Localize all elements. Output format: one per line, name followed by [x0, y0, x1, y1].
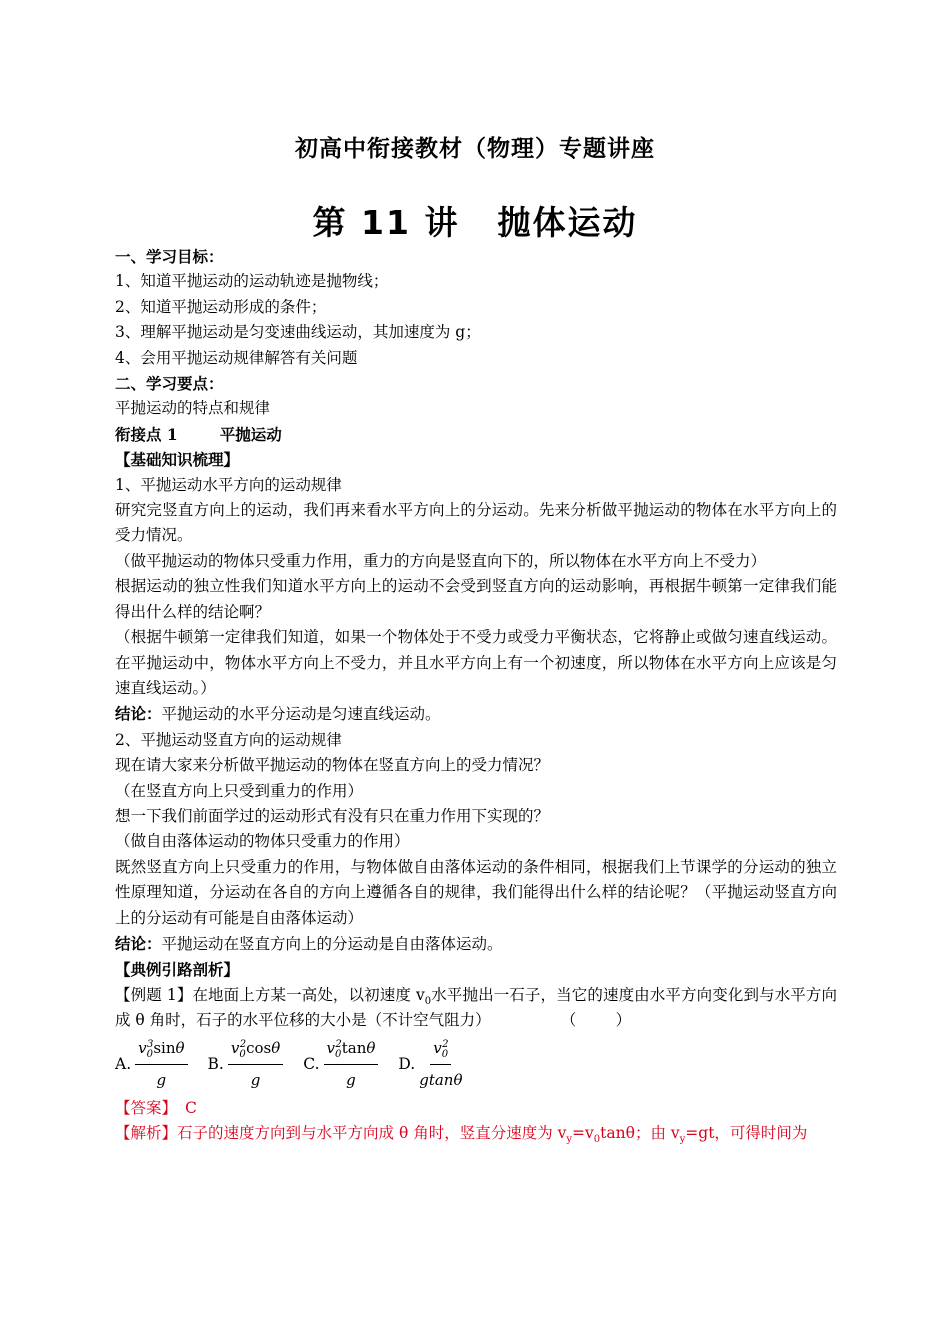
section-heading-goals: 一、学习目标：: [115, 247, 224, 266]
sub: 0: [441, 1049, 449, 1061]
analysis-text: =v: [572, 1124, 594, 1142]
conclusion-label: 结论：: [115, 933, 162, 953]
section-heading-keypoints: 二、学习要点：: [115, 374, 224, 394]
conclusion-text: 平抛运动的水平分运动是匀速直线运动。: [161, 705, 441, 724]
horizontal-paragraph: （做平抛运动的物体只受重力作用，重力的方向是竖直向下的，所以物体在水平方向上不受力）: [115, 551, 767, 570]
choice-d[interactable]: [398, 1036, 462, 1093]
vertical-paragraph: （做自由落体运动的物体只受重力的作用）: [115, 832, 410, 851]
vertical-paragraph: 现在请大家来分析做平抛运动的物体在竖直方向上的受力情况？: [115, 756, 550, 775]
point-label: 衔接点 1: [115, 424, 178, 444]
sup: 2: [335, 1039, 342, 1051]
choice-letter: D.: [398, 1054, 416, 1073]
var: θ: [366, 1039, 376, 1058]
numerator: [228, 1036, 283, 1064]
sub: 0: [239, 1049, 246, 1061]
var: v: [230, 1039, 240, 1058]
fraction: [228, 1036, 283, 1093]
vertical-conclusion: [115, 931, 837, 957]
lecture-title: [0, 197, 950, 244]
keypoints-content: 平抛运动的特点和规律: [115, 399, 271, 418]
var: v: [433, 1039, 442, 1058]
fn: sin: [153, 1039, 176, 1058]
analysis-text: =gt，可得时间为: [685, 1124, 808, 1142]
point-name: 平抛运动: [219, 424, 282, 444]
point-heading: [115, 422, 837, 447]
example-question: [115, 983, 837, 1034]
choice-letter: A.: [115, 1054, 132, 1073]
horizontal-paragraph: 根据运动的独立性我们知道水平方向上的运动不会受到竖直方向的运动影响，再根据牛顿第一定律我们能得出什么样的结论啊？: [115, 577, 837, 621]
choice-a[interactable]: [115, 1036, 188, 1093]
examples-heading: 【典例引路剖析】: [115, 960, 240, 980]
choice-b[interactable]: [208, 1036, 284, 1093]
goal-item: 1、知道平抛运动的运动轨迹是抛物线；: [115, 272, 389, 291]
horizontal-paragraph: （根据牛顿第一定律我们知道，如果一个物体处于不受力或受力平衡状态，它将静止或做匀速直线运动。在平抛运动中，物体水平方向上不受力，并且水平方向上有一个初速度，所以物体在水平方向上应该是匀速直线运动。）: [115, 628, 837, 697]
answer-label: 【答案】: [115, 1098, 178, 1117]
fraction: [324, 1036, 379, 1093]
numerator: [430, 1036, 451, 1064]
conclusion-label: 结论：: [115, 704, 162, 724]
vertical-paragraph: （在竖直方向上只受到重力的作用）: [115, 781, 364, 800]
numerator: [324, 1036, 379, 1064]
answer-blank: （ ）: [560, 1011, 632, 1030]
fn: tan: [341, 1039, 367, 1058]
var: v: [326, 1039, 335, 1058]
choice-list: [115, 1034, 837, 1096]
numerator: [135, 1036, 187, 1064]
sup: 3: [146, 1039, 154, 1051]
example-text: 在地面上方某一高处，以初速度 v: [192, 985, 425, 1004]
goal-item: 3、理解平抛运动是匀变速曲线运动，其加速度为 g；: [115, 323, 481, 342]
conclusion-text: 平抛运动在竖直方向上的分运动是自由落体运动。: [161, 934, 503, 953]
choice-letter: C.: [303, 1054, 320, 1073]
var: θ: [175, 1039, 185, 1058]
fraction: [419, 1036, 462, 1093]
subscript: 0: [593, 1134, 601, 1146]
var: v: [138, 1039, 147, 1058]
choice-letter: B.: [207, 1054, 224, 1073]
denominator: gtanθ: [419, 1070, 463, 1089]
goal-item: 4、会用平抛运动规律解答有关问题: [115, 348, 358, 367]
vertical-heading: 2、平抛运动竖直方向的运动规律: [115, 730, 342, 749]
denominator: g: [156, 1070, 167, 1089]
denominator: g: [250, 1070, 261, 1089]
lecture-number: 第 11 讲: [312, 203, 460, 242]
choice-c[interactable]: [303, 1036, 378, 1093]
horizontal-heading: 1、平抛运动水平方向的运动规律: [115, 475, 342, 494]
goal-item: 2、知道平抛运动形成的条件；: [115, 297, 327, 316]
horizontal-conclusion: [115, 701, 837, 727]
sub: 0: [335, 1049, 342, 1061]
subscript: y: [566, 1134, 573, 1146]
sup: 2: [442, 1039, 449, 1051]
fn: cos: [246, 1039, 272, 1058]
analysis-text: tanθ；由 v: [600, 1124, 680, 1142]
vertical-paragraph: 想一下我们前面学过的运动形式有没有只在重力作用下实现的？: [115, 806, 550, 825]
basics-heading: 【基础知识梳理】: [115, 450, 240, 470]
sup: 2: [239, 1039, 247, 1051]
answer-value: C: [185, 1098, 197, 1117]
sub: 0: [146, 1049, 153, 1061]
analysis-text: 石子的速度方向到与水平方向成 θ 角时，竖直分速度为 v: [177, 1124, 567, 1142]
example-text: 水平抛出一石子，当它的速度由水平方向变化到与水平方向成 θ 角时，石子的水平位移的大小是（不计空气阻力）: [115, 985, 837, 1030]
vertical-paragraph: 既然竖直方向上只受重力的作用，与物体做自由落体运动的条件相同，根据我们上节课学的分运动的独立性原理知道，分运动在各自的方向上遵循各自的规律，我们能得出什么样的结论呢？（平抛运动竖直方向上的分运动有可能是自由落体运动）: [115, 857, 837, 927]
fraction: [135, 1036, 187, 1093]
document-header: 初高中衔接教材（物理）专题讲座: [295, 136, 655, 162]
example-label: 【例题 1】: [115, 985, 193, 1004]
lecture-topic: 抛体运动: [497, 203, 638, 242]
subscript: y: [679, 1134, 686, 1146]
analysis-line: [115, 1121, 837, 1146]
subscript: 0: [424, 995, 432, 1007]
answer-line: [115, 1096, 837, 1121]
horizontal-paragraph: 研究完竖直方向上的运动，我们再来看水平方向上的分运动。先来分析做平抛运动的物体在水平方向上的受力情况。: [115, 501, 837, 545]
denominator: g: [346, 1070, 356, 1089]
document-body: [115, 244, 837, 1146]
analysis-label: 【解析】: [115, 1124, 178, 1142]
var: θ: [271, 1039, 281, 1058]
